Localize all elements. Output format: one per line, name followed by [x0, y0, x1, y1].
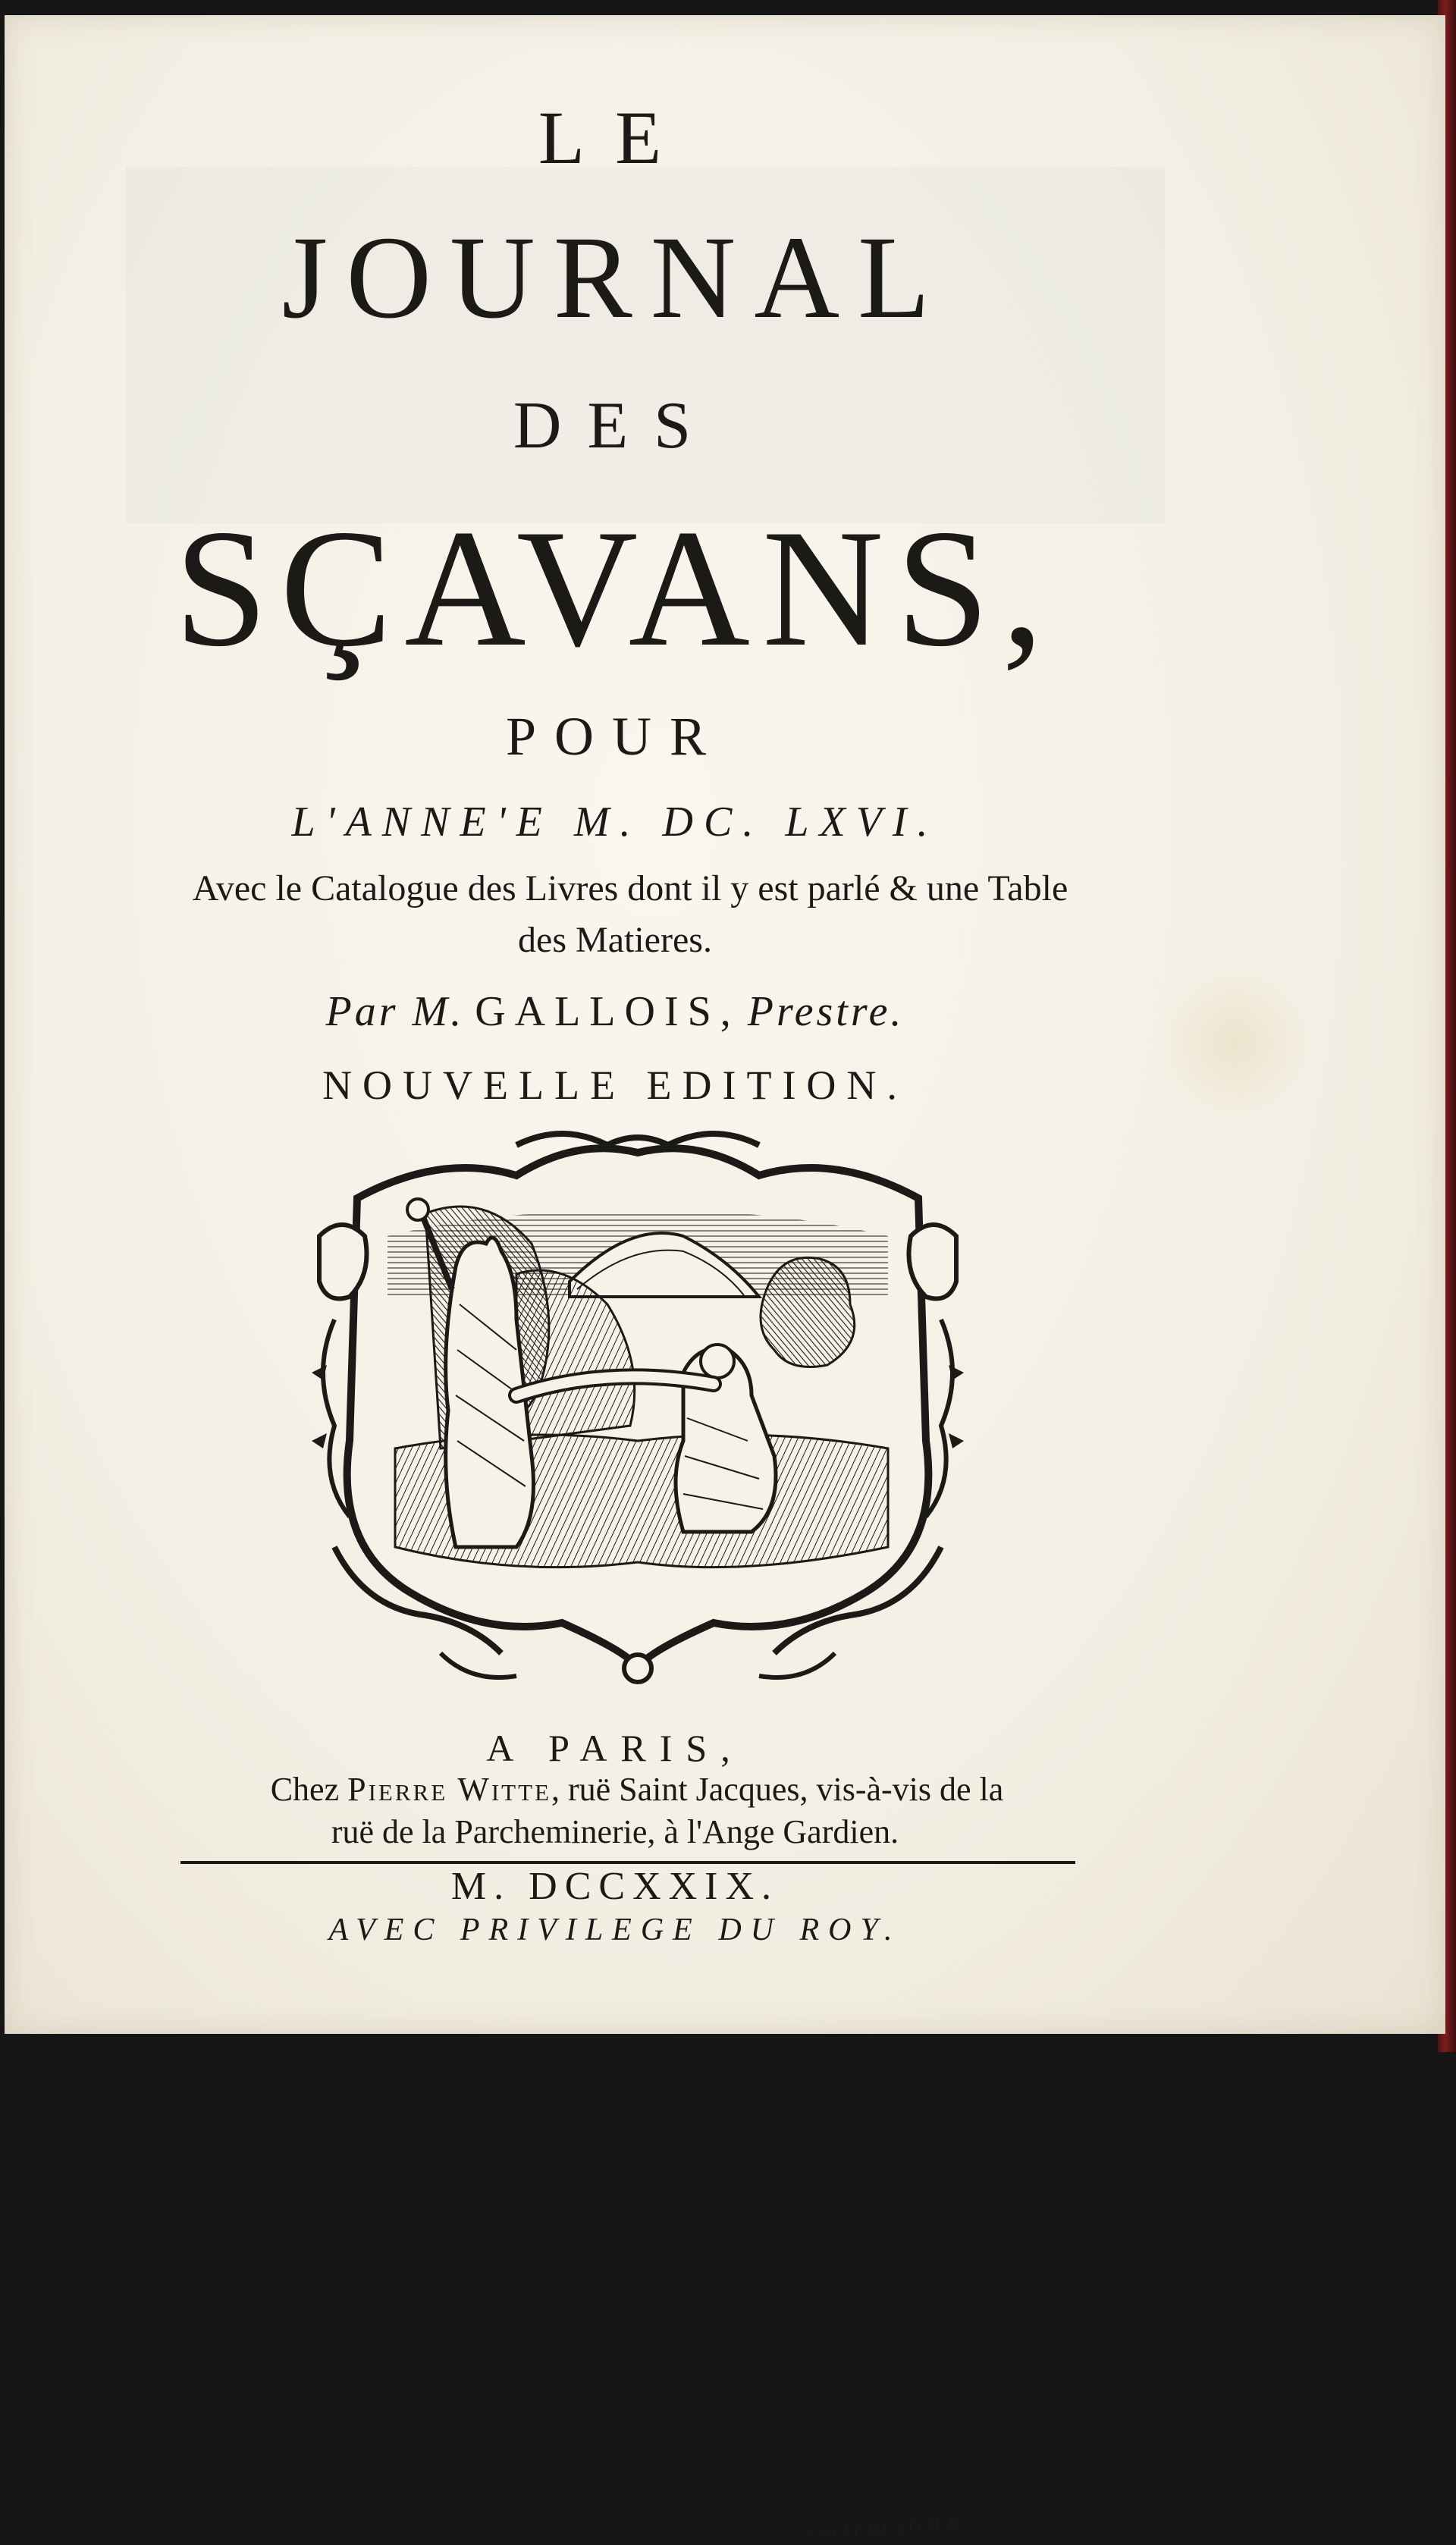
- imprint-rule: [180, 1861, 1075, 1864]
- title-des: DES: [513, 389, 717, 463]
- catalogue-line-2: des Matieres.: [518, 920, 712, 960]
- catalogue-line-1: Avec le Catalogue des Livres dont il y est parlé & une Table: [192, 868, 1068, 908]
- title-scavans: SÇAVANS,: [174, 495, 1056, 682]
- author-line: [5, 990, 1225, 1033]
- title-le: LE: [538, 96, 692, 180]
- vignette-motto: NULLI MENTITUR: [805, 2513, 961, 2544]
- printer-name: Pierre Witte: [347, 1771, 551, 1808]
- author-role: Prestre.: [747, 988, 905, 1035]
- imprint-city: A PARIS,: [486, 1727, 744, 1769]
- vignette-illustration-icon: [289, 1122, 987, 1706]
- royal-privilege: AVEC PRIVILEGE DU ROY.: [328, 1913, 902, 1947]
- title-journal: JOURNAL: [281, 212, 949, 343]
- author-name: GALLOIS,: [475, 988, 740, 1035]
- imprint-chez: Chez: [270, 1771, 340, 1808]
- title-page: [5, 15, 1445, 2544]
- imprint-line-2: ruë de la Parcheminerie, à l'Ange Gardien.: [331, 1813, 899, 1850]
- year-line: L'ANNE'E M. DC. LXVI.: [291, 799, 939, 846]
- title-pour: POUR: [505, 706, 725, 767]
- edition-line: NOUVELLE EDITION.: [322, 1062, 908, 1108]
- imprint-address: , ruë Saint Jacques, vis-à-vis de la: [551, 1771, 1004, 1808]
- author-prefix: Par M.: [325, 988, 465, 1035]
- imprint-line-1: [68, 1773, 1206, 1806]
- publication-date: M. DCCXXIX.: [450, 1865, 780, 1908]
